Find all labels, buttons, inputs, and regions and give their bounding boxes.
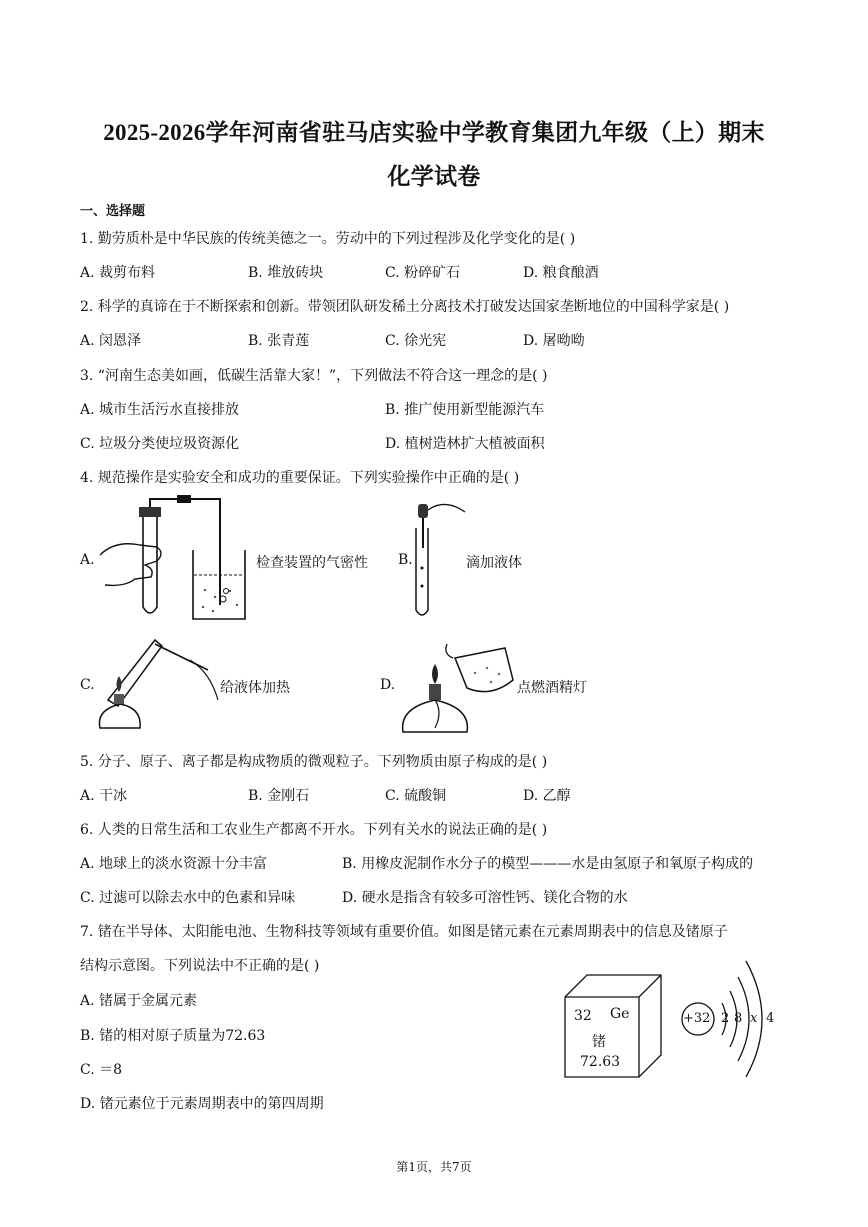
q6-option-b[interactable]: B. 用橡皮泥制作水分子的模型———水是由氢原子和氧原子构成的 (342, 856, 754, 872)
q5-option-c[interactable]: C. 硫酸铜 (385, 788, 447, 804)
question-5-stem: 5. 分子、原子、离子都是构成物质的微观粒子。下列物质由原子构成的是( ) (80, 754, 548, 770)
question-2-stem: 2. 科学的真谛在于不断探索和创新。带领团队研发稀土分离技术打破发达国家垄断地位的中国科学家是( ) (80, 299, 730, 315)
atom-shell-2: 8 (734, 1011, 743, 1026)
dropper-illustration (410, 498, 470, 623)
page-title: 2025-2026学年河南省驻马店实验中学教育集团九年级（上）期末 (103, 120, 765, 145)
q1-option-d[interactable]: D. 粮食酿酒 (523, 265, 599, 281)
question-1-stem: 1. 勤劳质朴是中华民族的传统美德之一。劳动中的下列过程涉及化学变化的是( ) (80, 231, 576, 247)
atom-shell-4: 4 (766, 1011, 775, 1026)
q1-option-b[interactable]: B. 堆放砖块 (248, 265, 324, 281)
q4-caption-c: 给液体加热 (220, 680, 290, 696)
q1-option-c[interactable]: C. 粉碎矿石 (385, 265, 461, 281)
q3-option-a[interactable]: A. 城市生活污水直接排放 (80, 402, 240, 418)
q4-option-d[interactable]: D. (380, 677, 396, 693)
element-name: 锗 (592, 1034, 606, 1050)
element-mass: 72.63 (580, 1054, 621, 1070)
lighting-lamp-illustration (395, 628, 520, 738)
q4-option-a[interactable]: A. (80, 552, 95, 568)
q6-option-a[interactable]: A. 地球上的淡水资源十分丰富 (80, 856, 268, 872)
q4-caption-a: 检查装置的气密性 (256, 555, 368, 571)
q5-option-a[interactable]: A. 干冰 (80, 788, 128, 804)
question-7-stem-line2: 结构示意图。下列说法中不正确的是( ) (80, 958, 320, 974)
q3-option-c[interactable]: C. 垃圾分类使垃圾资源化 (80, 436, 240, 452)
q2-option-d[interactable]: D. 屠呦呦 (523, 333, 585, 349)
q4-option-c[interactable]: C. (80, 677, 95, 693)
page-footer: 第1页，共7页 (396, 1160, 472, 1174)
question-7-stem-line1: 7. 锗在半导体、太阳能电池、生物科技等领域有重要价值。如图是锗元素在元素周期表中的信息及锗原子 (80, 924, 728, 940)
q7-option-c[interactable]: C. ＝8 (80, 1062, 123, 1078)
q7-option-a[interactable]: A. 锗属于金属元素 (80, 993, 198, 1009)
q5-option-d[interactable]: D. 乙醇 (523, 788, 571, 804)
question-6-stem: 6. 人类的日常生活和工农业生产都离不开水。下列有关水的说法正确的是( ) (80, 822, 548, 838)
q6-option-d[interactable]: D. 硬水是指含有较多可溶性钙、镁化合物的水 (342, 890, 628, 906)
q3-option-b[interactable]: B. 推广使用新型能源汽车 (385, 402, 545, 418)
atom-shell-3: x (750, 1011, 758, 1026)
q4-caption-b: 滴加液体 (466, 555, 522, 571)
question-4-stem: 4. 规范操作是实验安全和成功的重要保证。下列实验操作中正确的是( ) (80, 470, 520, 486)
q4-option-b[interactable]: B. (398, 552, 413, 568)
question-3-stem: 3. “河南生态美如画，低碳生活靠大家！”，下列做法不符合这一理念的是( ) (80, 368, 548, 384)
airtightness-check-illustration (95, 495, 255, 625)
q7-option-d[interactable]: D. 锗元素位于元素周期表中的第四周期 (80, 1096, 324, 1112)
q2-option-b[interactable]: B. 张青莲 (248, 333, 310, 349)
q7-option-b[interactable]: B. 锗的相对原子质量为72.63 (80, 1028, 266, 1044)
page-subtitle: 化学试卷 (387, 164, 481, 189)
q2-option-c[interactable]: C. 徐光宪 (385, 333, 447, 349)
q6-option-c[interactable]: C. 过滤可以除去水中的色素和异味 (80, 890, 296, 906)
element-atomic-number: 32 (574, 1008, 592, 1024)
q2-option-a[interactable]: A. 闵恩泽 (80, 333, 142, 349)
element-symbol: Ge (610, 1006, 630, 1022)
heating-liquid-illustration (90, 630, 220, 735)
q5-option-b[interactable]: B. 金刚石 (248, 788, 310, 804)
q3-option-d[interactable]: D. 植树造林扩大植被面积 (385, 436, 545, 452)
atom-nucleus: +32 (683, 1011, 711, 1026)
q1-option-a[interactable]: A. 裁剪布料 (80, 265, 156, 281)
section-heading: 一、选择题 (80, 203, 146, 218)
atom-shell-1: 2 (721, 1011, 730, 1026)
q4-caption-d: 点燃酒精灯 (517, 680, 587, 696)
